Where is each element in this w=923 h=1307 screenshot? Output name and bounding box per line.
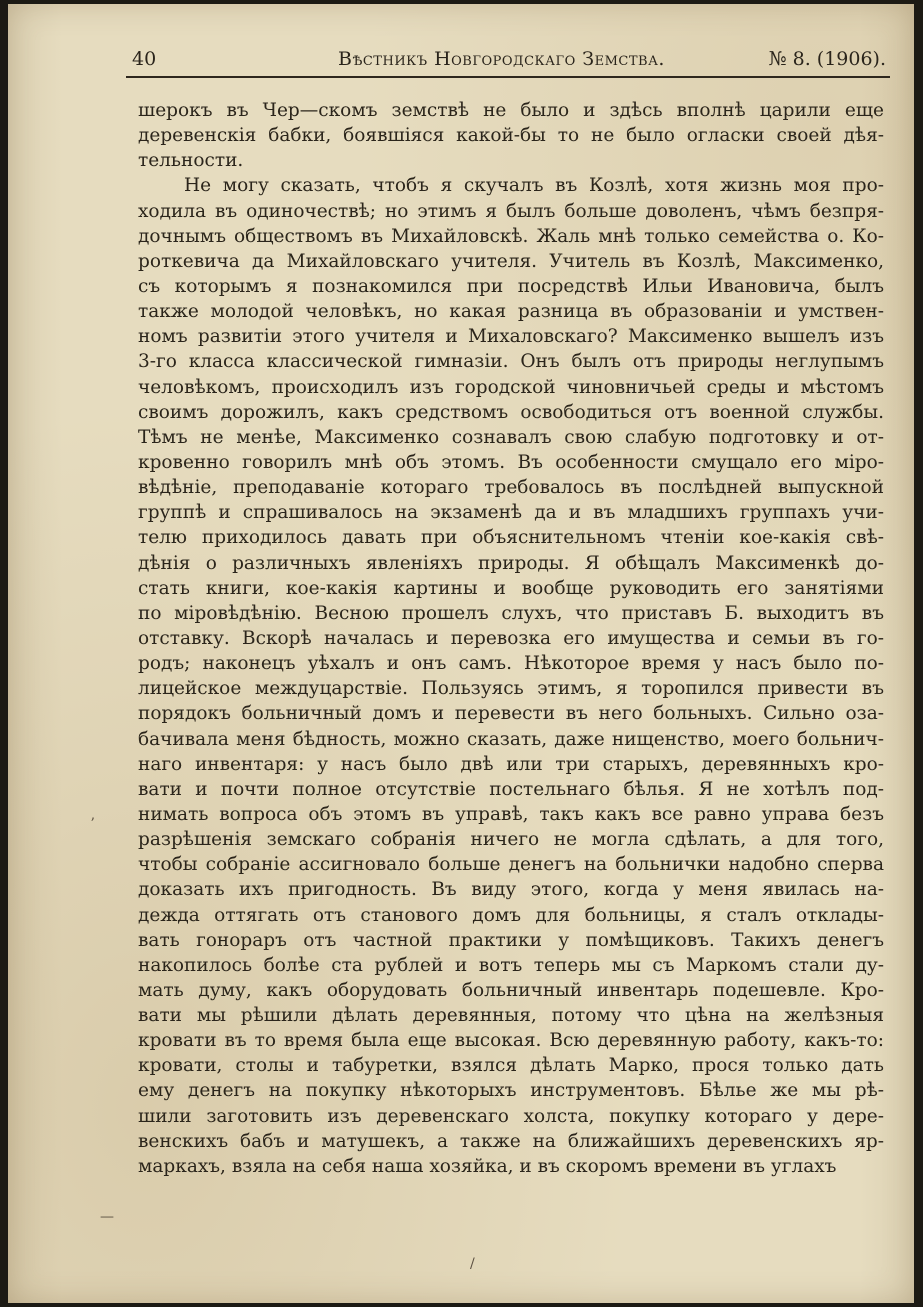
text-line: маркахъ, взяла на себя наша хозяйка, и въ скоромъ времени въ углахъ [138, 1155, 837, 1177]
text-line: вати мы рѣшили дѣлать деревянныя, потому что цѣна на желѣзныя [138, 1005, 884, 1027]
text-line: съ которымъ я познакомился при посредствѣ Ильи Ивановича, былъ [138, 275, 884, 297]
text-line: группѣ и спрашивалось на экзаменѣ да и въ младшихъ группахъ учи- [138, 502, 884, 524]
text-line: Не могу сказать, чтобъ я скучалъ въ Козлѣ, хотя жизнь моя про- [184, 175, 884, 197]
text-line: 3-го класса классической гимназіи. Онъ былъ отъ природы неглупымъ [138, 351, 884, 373]
issue-number: № 8. (1906). [768, 48, 886, 70]
scanned-page [8, 4, 914, 1303]
journal-title: Вѣстникъ Новгородскаго Земства. [338, 48, 665, 70]
text-line: стать книги, кое-какія картины и вообще руководить его занятіями [138, 577, 884, 599]
text-line: чтобы собраніе ассигновало больше денегъ на больнички надобно сперва [138, 854, 884, 876]
text-line: дѣнія о различныхъ явленіяхъ природы. Я обѣщалъ Максименкѣ до- [138, 552, 884, 574]
running-header [126, 44, 890, 78]
text-line: кровенно говорилъ мнѣ объ этомъ. Въ особенности смущало его міро- [138, 451, 884, 473]
text-line: порядокъ больничный домъ и перевести въ него больныхъ. Сильно оза- [138, 703, 884, 725]
text-line: вати и почти полное отсутствіе постельнаго бѣлья. Я не хотѣлъ под- [138, 778, 884, 800]
text-line: родъ; наконецъ уѣхалъ и онъ самъ. Нѣкоторое время у насъ было по- [138, 653, 884, 675]
text-line: отставку. Вскорѣ началась и перевозка его имущества и семьи въ го- [138, 627, 884, 649]
text-line: кровати, столы и табуретки, взялся дѣлать Марко, прося только дать [138, 1055, 884, 1077]
text-line: венскихъ бабъ и матушекъ, а также на ближайшихъ деревенскихъ яр- [138, 1130, 884, 1152]
text-line: накопилось болѣе ста рублей и вотъ теперь мы съ Маркомъ стали ду- [138, 954, 884, 976]
text-line: шили заготовить изъ деревенскаго холста, покупку котораго у дере- [138, 1105, 884, 1127]
text-line: дочнымъ обществомъ въ Михайловскѣ. Жаль мнѣ только семейства о. Ко- [138, 225, 884, 247]
text-line: тельности. [138, 150, 244, 172]
text-line: Тѣмъ не менѣе, Максименко сознавалъ свою слабую подготовку и от- [138, 426, 884, 448]
text-line: доказать ихъ пригодность. Въ виду этого, когда у меня явилась на- [138, 879, 884, 901]
text-line: своимъ дорожилъ, какъ средствомъ освободиться отъ военной службы. [138, 401, 884, 423]
text-line: ходила въ одиночествѣ; но этимъ я былъ больше доволенъ, чѣмъ безпря- [138, 200, 884, 222]
margin-tick-mark: ʼ [90, 816, 95, 832]
text-line: вѣдѣніе, преподаваніе котораго требовалось въ послѣдней выпускной [138, 477, 884, 499]
paragraph [138, 98, 884, 173]
text-line: также молодой человѣкъ, но какая разница въ образованіи и умствен- [138, 301, 884, 323]
text-line: номъ развитіи этого учителя и Михаловскаго? Максименко вышелъ изъ [138, 326, 884, 348]
text-line: мать думу, какъ оборудовать больничный инвентарь подешевле. Кро- [138, 979, 884, 1001]
bottom-tick-mark: / [470, 1256, 475, 1272]
paragraph [138, 173, 884, 1179]
text-line: кровати въ то время была еще высокая. Всю деревянную работу, какъ-то: [138, 1030, 884, 1052]
text-line: разрѣшенія земскаго собранія ничего не могла сдѣлать, а для того, [138, 829, 884, 851]
text-line: шерокъ въ Чер—скомъ земствѣ не было и здѣсь вполнѣ царили еще [138, 100, 884, 121]
text-line: лицейское междуцарствіе. Пользуясь этимъ, я торопился привести въ [138, 678, 884, 700]
article-body [138, 98, 884, 1179]
text-line: дежда оттягать отъ станового домъ для больницы, я сталъ отклады- [138, 904, 884, 926]
text-line: бачивала меня бѣдность, можно сказать, даже нищенство, моего больнич- [138, 728, 884, 750]
text-line: по міровѣдѣнію. Весною прошелъ слухъ, что приставъ Б. выходитъ въ [138, 602, 884, 624]
text-line: человѣкомъ, происходилъ изъ городской чиновничьей среды и мѣстомъ [138, 376, 884, 398]
text-line: телю приходилось давать при объяснительномъ чтеніи кое-какія свѣ- [138, 527, 884, 549]
margin-dash-mark: — [100, 1209, 114, 1225]
text-line: деревенскія бабки, боявшіяся какой-бы то не было огласки своей дѣя- [138, 125, 884, 147]
text-line: ему денегъ на покупку нѣкоторыхъ инструментовъ. Бѣлье же мы рѣ- [138, 1080, 884, 1102]
text-line: наго инвентаря: у насъ было двѣ или три старыхъ, деревянныхъ кро- [138, 753, 884, 775]
text-line: роткевича да Михайловскаго учителя. Учитель въ Козлѣ, Максименко, [138, 250, 884, 272]
text-line: нимать вопроса объ этомъ въ управѣ, такъ какъ все равно управа безъ [138, 803, 884, 825]
page-number: 40 [132, 48, 157, 70]
text-line: вать гонораръ отъ частной практики у помѣщиковъ. Такихъ денегъ [138, 929, 884, 951]
